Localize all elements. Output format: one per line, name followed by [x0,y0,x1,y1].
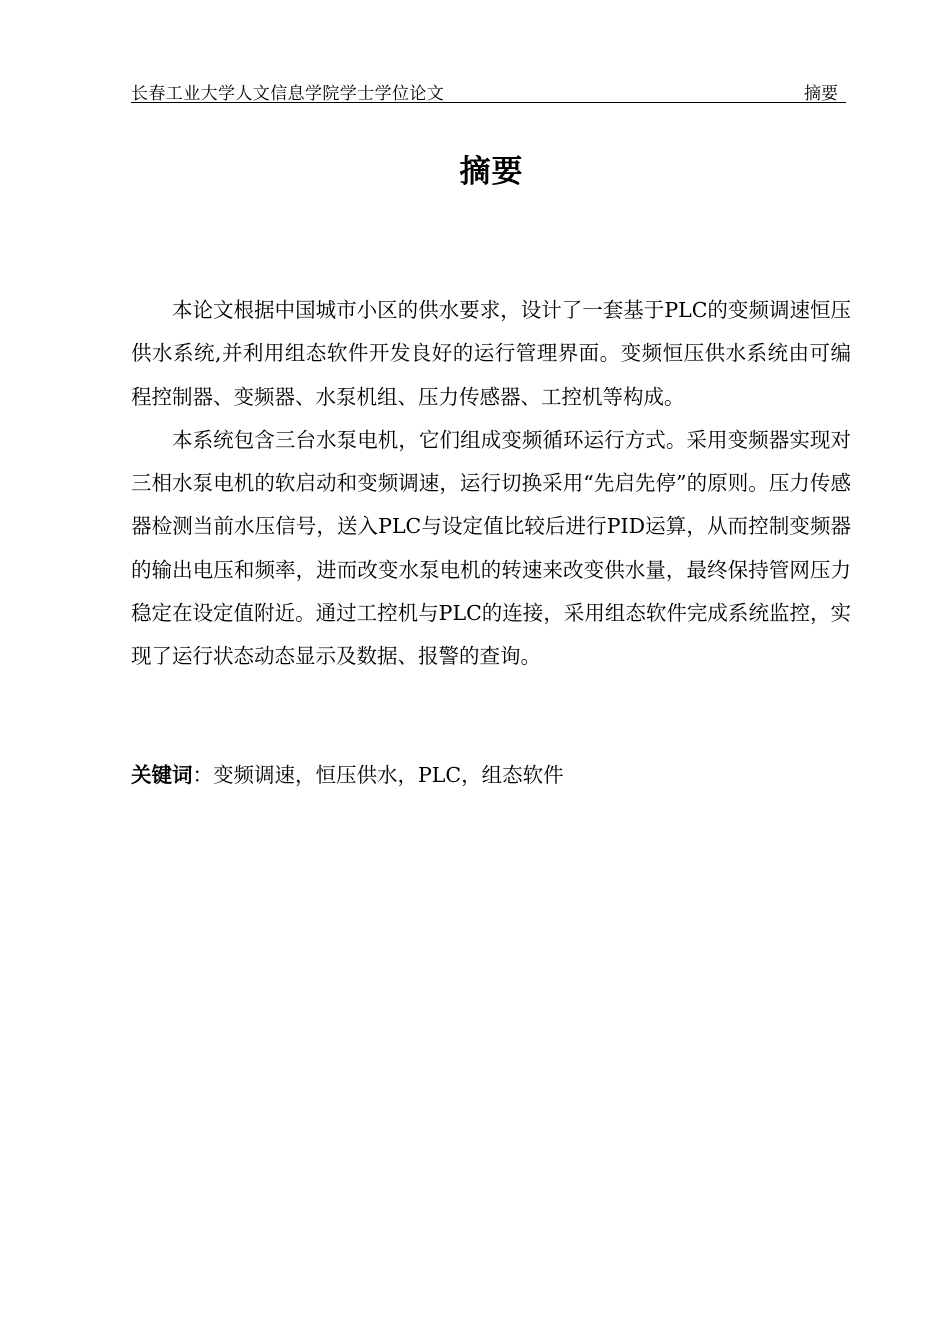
abstract-body [131,289,851,679]
page-header [131,78,846,103]
header-thesis-title: 长春工业大学人文信息学院学士学位论文 [131,84,445,104]
keywords-line [131,758,846,792]
keywords-text: 变频调速，恒压供水，PLC，组态软件 [213,763,564,787]
keywords-separator: ： [192,763,213,787]
keywords-label: 关键词 [131,763,193,787]
page-title: 摘要 [459,154,524,190]
abstract-paragraph-1: 本论文根据中国城市小区的供水要求，设计了一套基于PLC的变频调速恒压供水系统,并利用组态软件开发良好的运行管理界面。变频恒压供水系统由可编程控制器、变频器、水泵机组、压力传感器、工控机等构成。 [131,298,851,409]
header-section-name: 摘要 [804,84,838,104]
abstract-paragraph-2: 本系统包含三台水泵电机，它们组成变频循环运行方式。采用变频器实现对三相水泵电机的软启动和变频调速，运行切换采用“先启先停”的原则。压力传感器检测当前水压信号，送入PLC与设定值比较后进行PID运算，从而控制变频器的输出电压和频率，进而改变水泵电机的转速来改变供水量，最终保持管网压力稳定在设定值附近。通过工控机与PLC的连接，采用组态软件完成系统监控，实现了运行状态动态显示及数据、报警的查询。 [131,427,851,669]
